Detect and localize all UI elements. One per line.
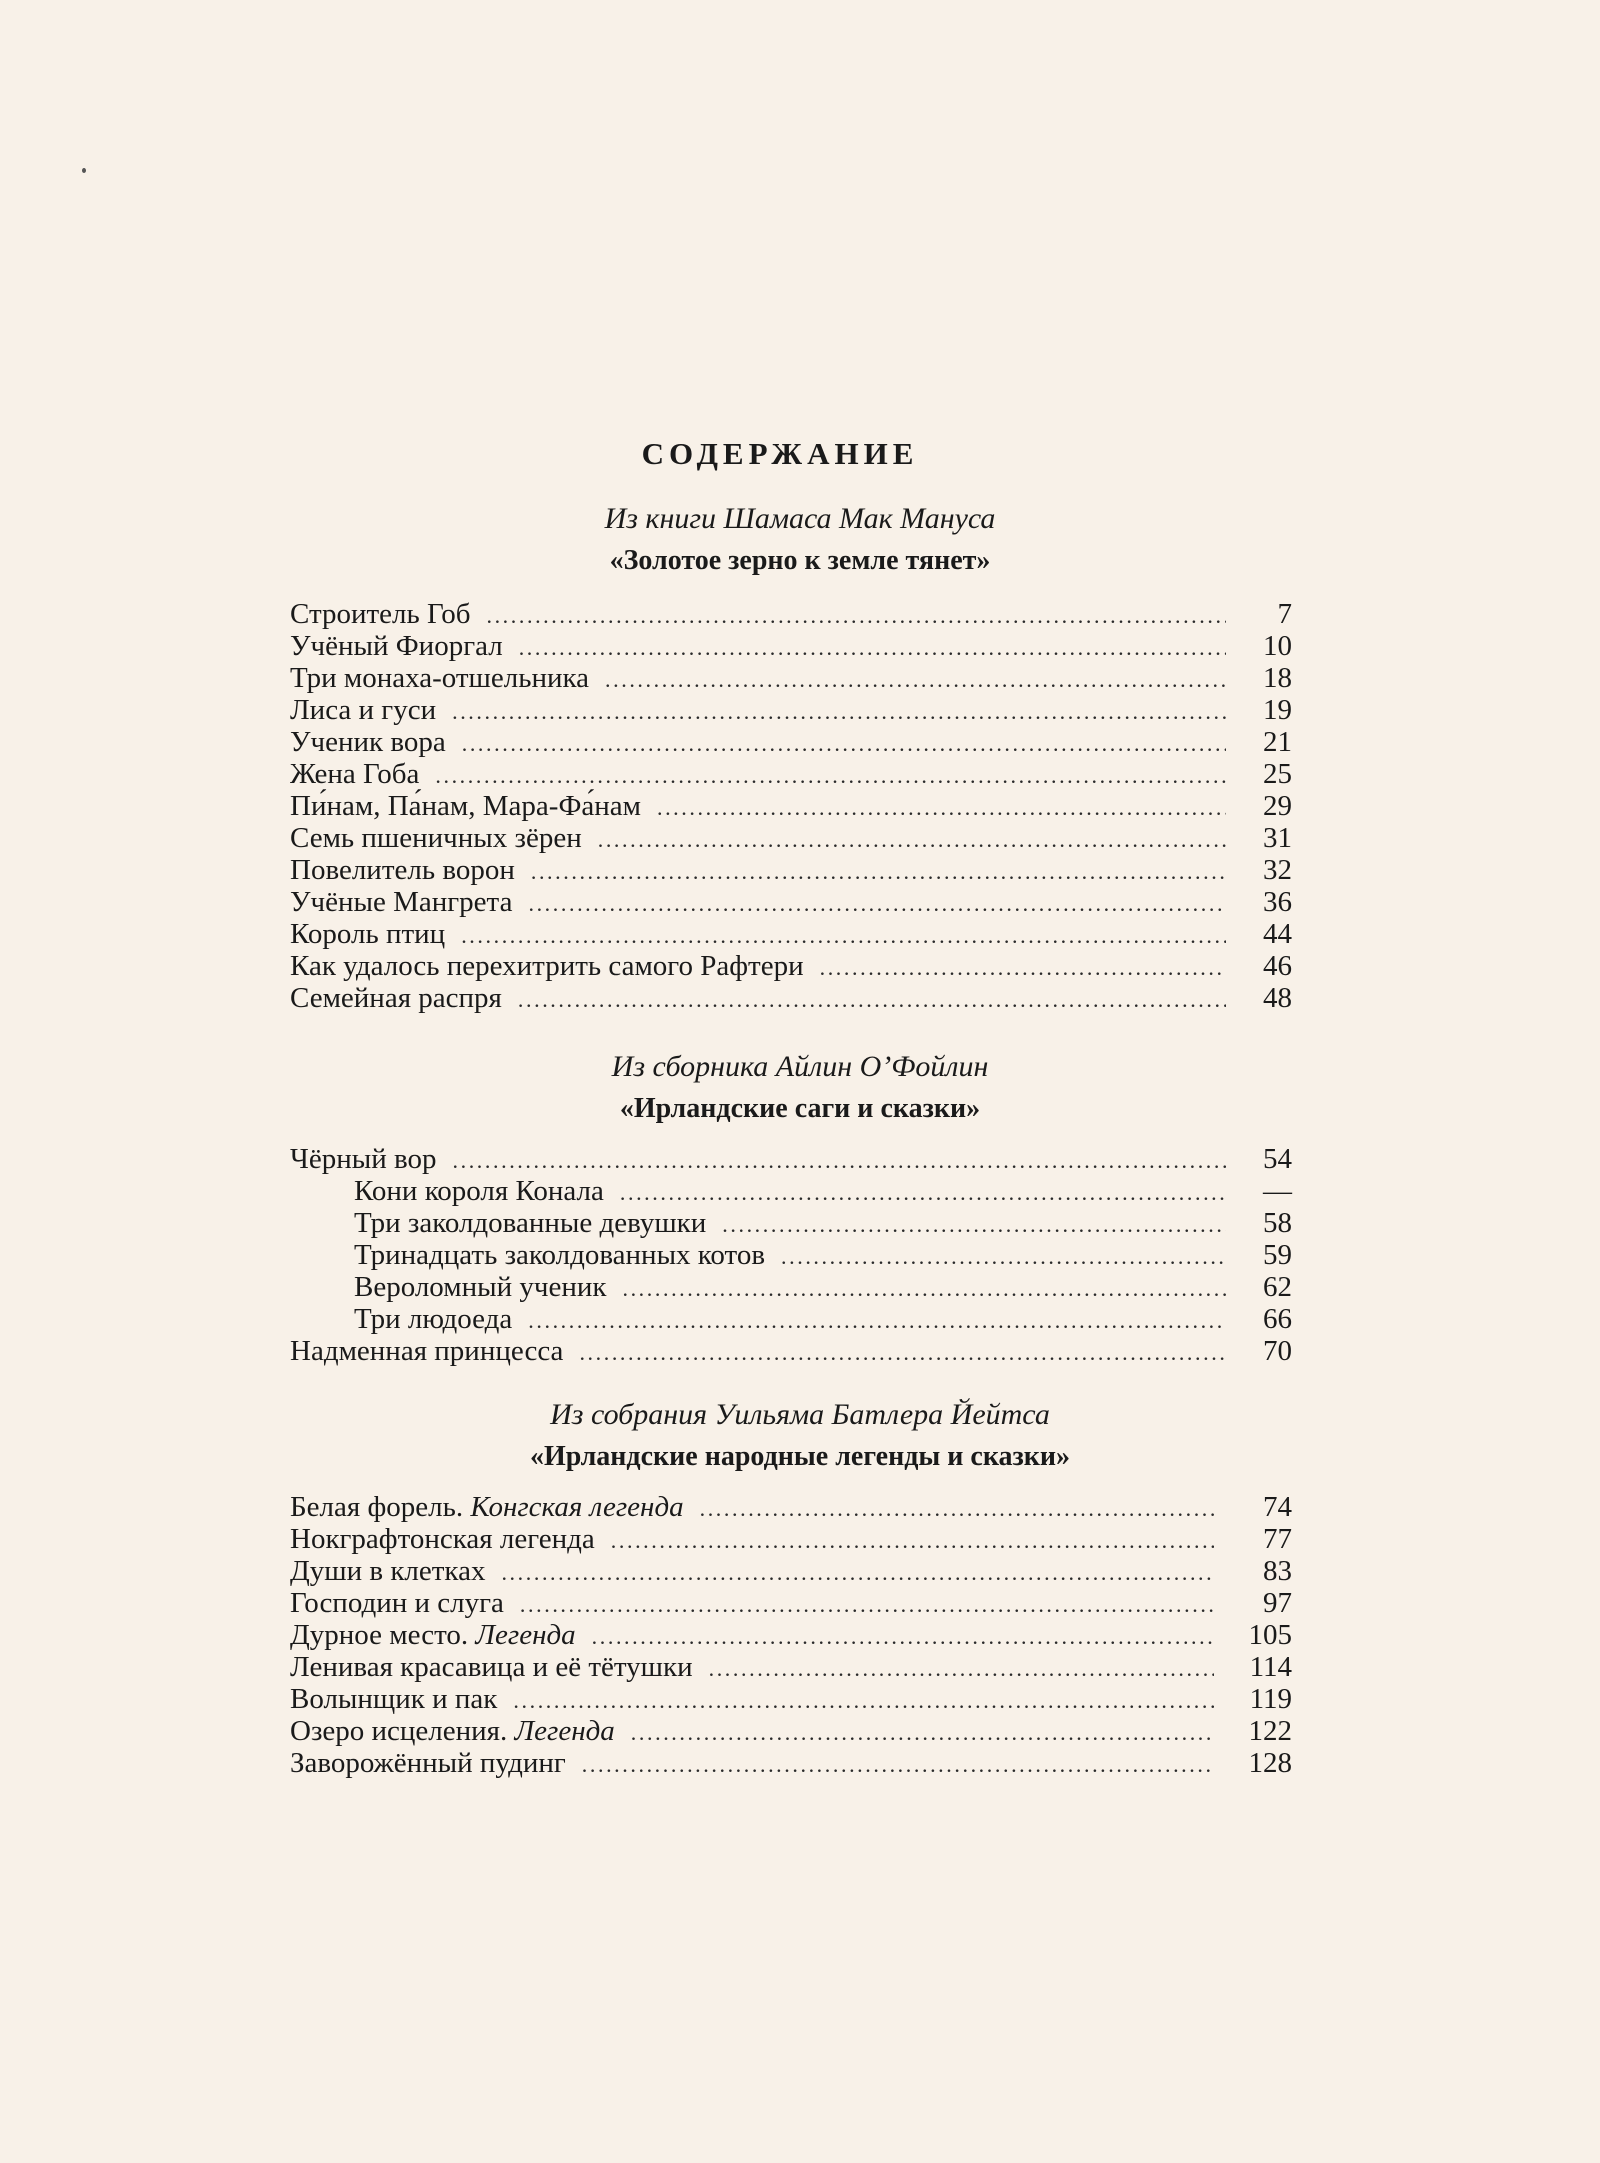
section-header-2	[0, 1045, 1600, 1129]
dot-leader	[722, 1209, 1226, 1241]
entry-page: 36	[1263, 886, 1292, 918]
dot-leader	[528, 888, 1226, 920]
toc-entry[interactable]	[290, 918, 1292, 950]
entry-page: 83	[1263, 1555, 1292, 1587]
entry-page: 31	[1263, 822, 1292, 854]
entry-title: Король птиц	[290, 918, 446, 950]
entry-title: Семейная распря	[290, 982, 502, 1014]
section-book-title: «Ирландские народные легенды и сказки»	[529, 1441, 1071, 1472]
entry-title: Повелитель ворон	[290, 854, 515, 886]
dot-leader	[513, 1685, 1214, 1717]
dot-leader	[528, 1305, 1226, 1337]
toc-entry[interactable]	[290, 694, 1292, 726]
section-author: Из собрания Уильяма Батлера Йейтса	[550, 1398, 1050, 1431]
toc-entry[interactable]	[290, 1143, 1292, 1175]
entry-title: Господин и слуга	[290, 1587, 504, 1619]
entry-title: Учёный Фиоргал	[290, 630, 503, 662]
entry-title	[290, 1715, 615, 1747]
toc-entry[interactable]	[290, 1747, 1292, 1779]
entry-title: Чёрный вор	[290, 1143, 437, 1175]
dot-leader	[486, 600, 1226, 632]
dot-leader	[518, 984, 1226, 1016]
entry-title: Строитель Гоб	[290, 598, 471, 630]
entry-title: Вероломный ученик	[354, 1271, 607, 1303]
entry-title: Три людоеда	[354, 1303, 513, 1335]
entry-title: Как удалось перехитрить самого Рафтери	[290, 950, 804, 982]
entry-title: Кони короля Конала	[354, 1175, 604, 1207]
dot-leader	[709, 1653, 1214, 1685]
toc-subentry[interactable]	[290, 1303, 1292, 1335]
toc-entry[interactable]	[290, 1619, 1292, 1651]
entry-page: 46	[1263, 950, 1292, 982]
toc-entry[interactable]	[290, 758, 1292, 790]
toc-entry[interactable]	[290, 982, 1292, 1014]
entry-title: Волынщик и пак	[290, 1683, 498, 1715]
dot-leader	[611, 1525, 1214, 1557]
toc-list-2	[290, 1143, 1292, 1367]
entry-page: 66	[1263, 1303, 1292, 1335]
toc-entry[interactable]	[290, 854, 1292, 886]
toc-subentry[interactable]	[290, 1239, 1292, 1271]
entry-page: 7	[1277, 598, 1292, 630]
entry-title: Тринадцать заколдованных котов	[354, 1239, 766, 1271]
entry-title: Надменная принцесса	[290, 1335, 564, 1367]
entry-title	[290, 1619, 576, 1651]
dot-leader	[592, 1621, 1214, 1653]
section-header-1	[0, 497, 1600, 581]
entry-title: Три монаха-отшельника	[290, 662, 590, 694]
toc-entry[interactable]	[290, 630, 1292, 662]
toc-entry[interactable]	[290, 726, 1292, 758]
entry-page: 25	[1263, 758, 1292, 790]
entry-page: 21	[1263, 726, 1292, 758]
dot-leader	[631, 1717, 1214, 1749]
entry-title-main: Дурное место.	[290, 1619, 469, 1651]
entry-page: 29	[1263, 790, 1292, 822]
dot-leader	[598, 824, 1226, 856]
entry-title-main: Белая форель.	[290, 1491, 464, 1523]
entry-page: 74	[1263, 1491, 1292, 1523]
dot-leader	[582, 1749, 1214, 1781]
entry-page: 114	[1249, 1651, 1292, 1683]
section-book-title: «Золотое зерно к земле тянет»	[609, 545, 991, 576]
entry-page: 44	[1263, 918, 1292, 950]
toc-entry[interactable]	[290, 950, 1292, 982]
entry-page: 70	[1263, 1335, 1292, 1367]
dot-leader	[622, 1273, 1226, 1305]
toc-entry[interactable]	[290, 1555, 1292, 1587]
dot-leader	[620, 1177, 1226, 1209]
dot-leader	[579, 1337, 1226, 1369]
entry-page: 48	[1263, 982, 1292, 1014]
entry-page: —	[1263, 1175, 1292, 1207]
entry-title-main: Озеро исцеления.	[290, 1715, 508, 1747]
toc-subentry[interactable]	[290, 1175, 1292, 1207]
toc-entry[interactable]	[290, 1683, 1292, 1715]
dot-leader	[531, 856, 1226, 888]
entry-page: 122	[1248, 1715, 1292, 1747]
entry-title: Жена Гоба	[290, 758, 420, 790]
dot-leader	[461, 920, 1226, 952]
toc-entry[interactable]	[290, 1523, 1292, 1555]
dot-leader	[520, 1589, 1214, 1621]
entry-title: Лиса и гуси	[290, 694, 437, 726]
dot-leader	[700, 1493, 1214, 1525]
entry-page: 32	[1263, 854, 1292, 886]
entry-page: 119	[1249, 1683, 1292, 1715]
toc-entry[interactable]	[290, 822, 1292, 854]
entry-title: Пи́нам, Па́нам, Мара-Фа́нам	[290, 790, 641, 822]
section-author: Из сборника Айлин О’Фойлин	[611, 1050, 989, 1083]
toc-entry[interactable]	[290, 886, 1292, 918]
dot-leader	[820, 952, 1226, 984]
dot-leader	[657, 792, 1226, 824]
section-author: Из книги Шамаса Мак Мануса	[604, 502, 996, 535]
entry-page: 10	[1263, 630, 1292, 662]
entry-page: 62	[1263, 1271, 1292, 1303]
entry-title: Души в клетках	[290, 1555, 486, 1587]
section-header-3	[0, 1393, 1600, 1477]
section-book-title: «Ирландские саги и сказки»	[619, 1093, 981, 1124]
entry-title: Заворожённый пудинг	[290, 1747, 566, 1779]
toc-entry[interactable]	[290, 1715, 1292, 1747]
toc-list-1	[290, 598, 1292, 1014]
entry-page: 59	[1263, 1239, 1292, 1271]
entry-title: Нокграфтонская легенда	[290, 1523, 595, 1555]
entry-page: 19	[1263, 694, 1292, 726]
entry-page: 105	[1248, 1619, 1292, 1651]
entry-page: 18	[1263, 662, 1292, 694]
entry-title: Учёные Мангрета	[290, 886, 513, 918]
entry-title: Три заколдованные девушки	[354, 1207, 707, 1239]
entry-title	[290, 1491, 684, 1523]
dot-leader	[605, 664, 1226, 696]
dot-leader	[462, 728, 1226, 760]
entry-subtitle: Легенда	[514, 1715, 615, 1747]
entry-subtitle: Легенда	[475, 1619, 576, 1651]
entry-page: 58	[1263, 1207, 1292, 1239]
paper-speck	[82, 168, 86, 173]
toc-list-3	[290, 1491, 1292, 1779]
toc-entry[interactable]	[290, 662, 1292, 694]
dot-leader	[452, 696, 1226, 728]
toc-entry[interactable]	[290, 1335, 1292, 1367]
entry-title: Ученик вора	[290, 726, 446, 758]
toc-entry[interactable]	[290, 1587, 1292, 1619]
page-title: СОДЕРЖАНИЕ	[641, 436, 919, 471]
toc-subentry[interactable]	[290, 1271, 1292, 1303]
entry-subtitle: Конгская легенда	[470, 1491, 684, 1523]
dot-leader	[781, 1241, 1226, 1273]
toc-entry[interactable]	[290, 790, 1292, 822]
entry-title: Ленивая красавица и её тётушки	[290, 1651, 693, 1683]
dot-leader	[435, 760, 1226, 792]
toc-entry[interactable]	[290, 1491, 1292, 1523]
entry-title: Семь пшеничных зёрен	[290, 822, 582, 854]
toc-entry[interactable]	[290, 598, 1292, 630]
dot-leader	[501, 1557, 1214, 1589]
entry-page: 54	[1263, 1143, 1292, 1175]
entry-page: 128	[1248, 1747, 1292, 1779]
dot-leader	[519, 632, 1226, 664]
dot-leader	[453, 1145, 1227, 1177]
toc-entry[interactable]	[290, 1651, 1292, 1683]
entry-page: 97	[1263, 1587, 1292, 1619]
toc-subentry[interactable]	[290, 1207, 1292, 1239]
entry-page: 77	[1263, 1523, 1292, 1555]
